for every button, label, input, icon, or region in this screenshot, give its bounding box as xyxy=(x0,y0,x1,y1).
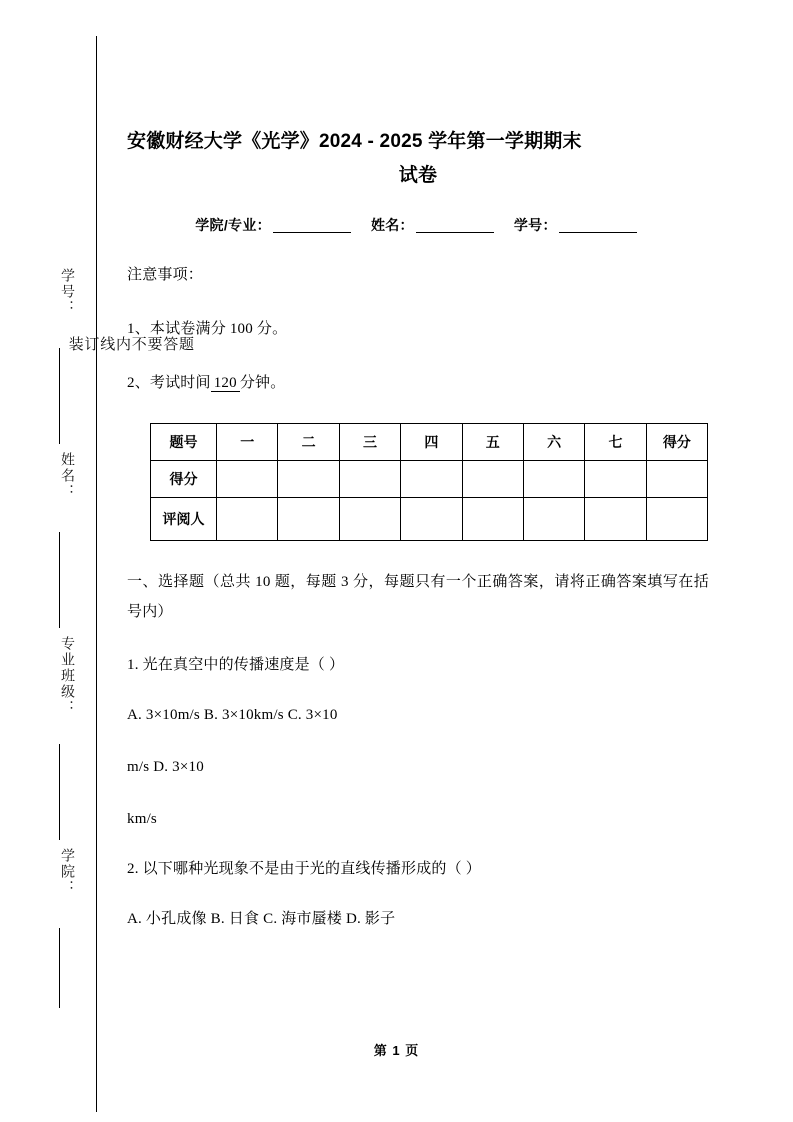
question-2-option-line: A. 小孔成像 B. 日食 C. 海市蜃楼 D. 影子 xyxy=(127,911,396,927)
question-1-option-line: m/s D. 3×10 xyxy=(127,759,204,775)
score-table-header-cell: 四 xyxy=(401,424,462,461)
score-cell[interactable] xyxy=(523,498,584,541)
student-id-label: 学号： xyxy=(513,217,557,233)
score-cell[interactable] xyxy=(278,498,339,541)
student-id-input[interactable] xyxy=(559,232,637,233)
score-table-header-cell: 二 xyxy=(278,424,339,461)
margin-field-class-line[interactable] xyxy=(59,744,60,840)
margin-field-name-line[interactable] xyxy=(59,532,60,628)
binding-note-char: 线 xyxy=(98,336,115,352)
binding-note-char: 题 xyxy=(177,336,193,352)
name-label: 姓名： xyxy=(370,217,414,233)
name-input[interactable] xyxy=(416,232,494,233)
score-cell[interactable] xyxy=(217,498,278,541)
table-row xyxy=(151,498,708,541)
score-cell[interactable] xyxy=(646,461,707,498)
page-title xyxy=(127,0,709,193)
score-cell[interactable] xyxy=(217,461,278,498)
score-row-label: 得分 xyxy=(151,461,217,498)
score-cell[interactable] xyxy=(339,498,400,541)
margin-student-fields xyxy=(30,248,76,1008)
score-table-header-cell: 三 xyxy=(339,424,400,461)
section-1-title: 一、选择题（总共 10 题，每题 3 分，每题只有一个正确答案，请将正确答案填写在括号内） xyxy=(127,574,709,620)
score-cell[interactable] xyxy=(646,498,707,541)
notes-item-2 xyxy=(127,371,709,395)
question-1-option-line: km/s xyxy=(127,811,157,827)
binding-note-char: 内 xyxy=(114,336,130,352)
notes-heading: 注意事项： xyxy=(127,267,204,283)
score-table-header-cell: 题号 xyxy=(151,424,217,461)
binding-note-char: 不 xyxy=(129,336,146,352)
score-table-header-cell: 五 xyxy=(462,424,523,461)
score-cell[interactable] xyxy=(462,498,523,541)
table-row xyxy=(151,424,708,461)
question-1-stem: 1. 光在真空中的传播速度是（ ） xyxy=(127,657,345,673)
college-major-label: 学院/专业： xyxy=(195,217,271,233)
binding-note-char: 要 xyxy=(145,336,162,352)
binding-margin-rule xyxy=(96,36,97,1112)
margin-field-college-line[interactable] xyxy=(59,928,60,1008)
binding-note-char: 订 xyxy=(82,336,99,352)
score-cell[interactable] xyxy=(585,461,646,498)
score-cell[interactable] xyxy=(462,461,523,498)
question-2-stem: 2. 以下哪种光现象不是由于光的直线传播形成的（ ） xyxy=(127,861,481,877)
score-table xyxy=(150,423,708,541)
exam-duration-value: 120 xyxy=(211,375,240,392)
college-major-input[interactable] xyxy=(273,232,351,233)
margin-field-student-id-line[interactable] xyxy=(59,348,60,444)
question-1-option-line: A. 3×10m/s B. 3×10km/s C. 3×10 xyxy=(127,707,338,723)
question-2-options xyxy=(127,907,709,931)
score-cell[interactable] xyxy=(523,461,584,498)
margin-field-class-label: 专业班级： xyxy=(59,636,74,716)
score-table-header-cell: 六 xyxy=(523,424,584,461)
margin-field-college-label: 学院： xyxy=(59,848,74,896)
score-table-header-cell: 得分 xyxy=(646,424,707,461)
page-footer: 第 1 页 xyxy=(373,1043,420,1058)
question-1-options xyxy=(127,703,709,831)
score-table-header-cell: 一 xyxy=(217,424,278,461)
margin-field-name-label: 姓名： xyxy=(59,452,74,500)
page-title-line2: 试卷 xyxy=(398,165,438,186)
student-info-row xyxy=(127,215,709,235)
margin-field-student-id-label: 学号： xyxy=(59,268,74,316)
score-cell[interactable] xyxy=(339,461,400,498)
score-row-label: 评阅人 xyxy=(151,498,217,541)
binding-note-char: 答 xyxy=(161,336,178,352)
page-title-line1: 安徽财经大学《光学》2024 - 2025 学年第一学期期末 xyxy=(127,131,582,152)
notes-item-2-post: 分钟。 xyxy=(239,375,286,391)
score-cell[interactable] xyxy=(401,461,462,498)
binding-note-char: 装 xyxy=(66,336,83,352)
score-cell[interactable] xyxy=(401,498,462,541)
score-cell[interactable] xyxy=(278,461,339,498)
table-row xyxy=(151,461,708,498)
document-body xyxy=(127,0,709,931)
score-table-header-cell: 七 xyxy=(585,424,646,461)
notes-item-1: 1、本试卷满分 100 分。 xyxy=(127,321,288,337)
notes-item-2-pre: 2、考试时间 xyxy=(127,375,211,391)
score-cell[interactable] xyxy=(585,498,646,541)
